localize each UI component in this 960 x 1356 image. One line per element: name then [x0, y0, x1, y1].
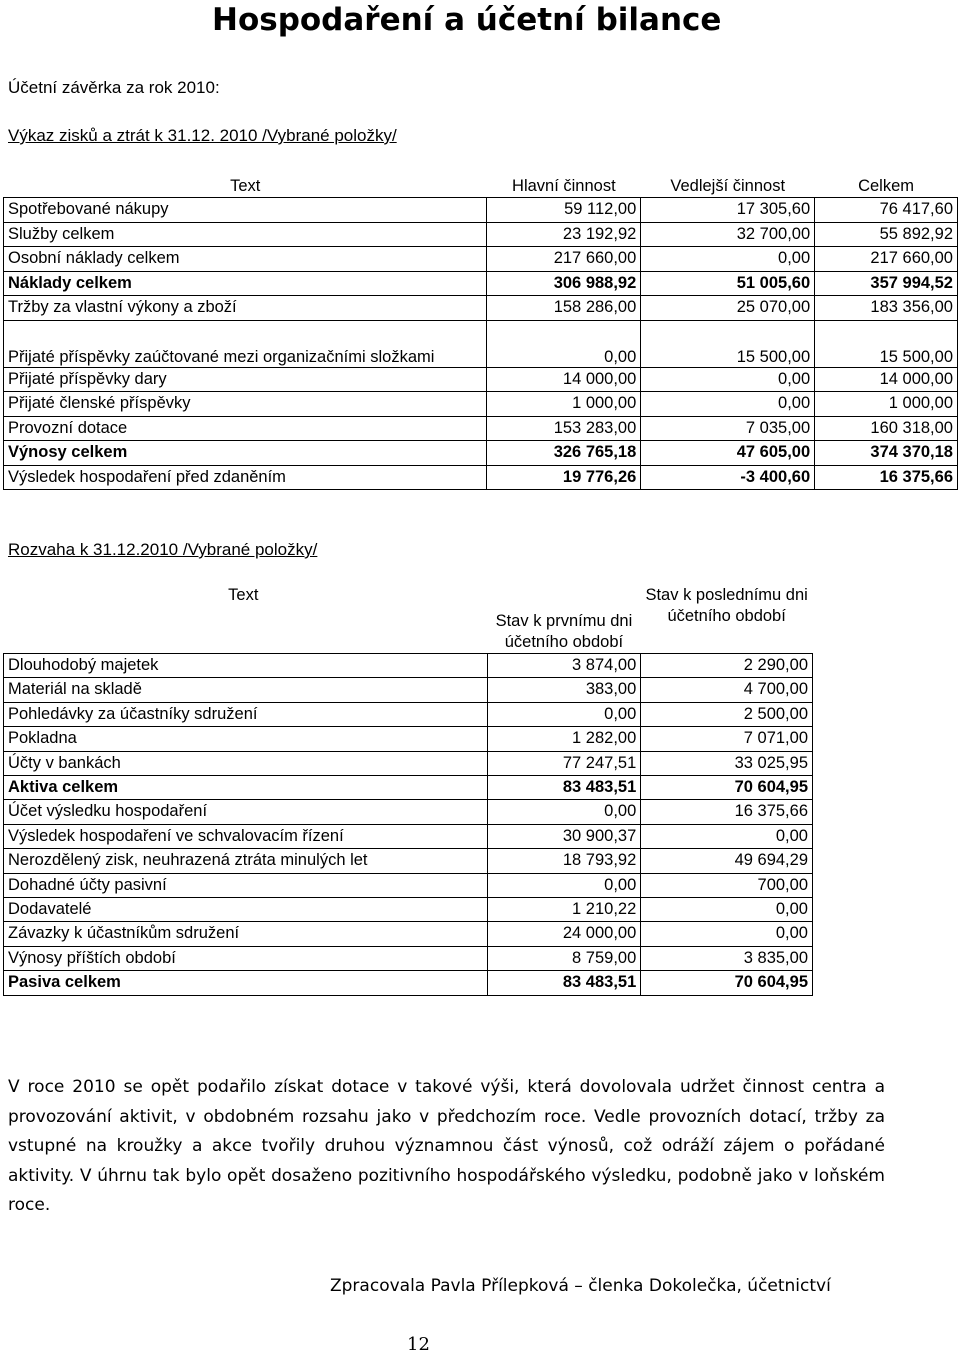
page-title: Hospodaření a účetní bilance [212, 2, 722, 38]
table-row-total-liabilities [4, 971, 813, 995]
summary-paragraph: V roce 2010 se opět podařilo získat dotace v takové výši, která dovolovala udržet činnost centra a provozování aktivit, v obdobném rozsahu jako v předchozím roce. Vedle provozních dotací, tržby za vstupné na kroužky a akce tvořily druhou významnou část výnosů, což odráží zájem o pořádané aktivity. V úhrnu tak bylo opět dosaženo pozitivního hospodářského výsledku, podobně jako v loňském roce. [8, 1077, 885, 1215]
row-label: Provozní dotace [4, 416, 487, 441]
cell-end: 2 290,00 [641, 654, 813, 678]
table-row [4, 367, 958, 392]
cell-start: 18 793,92 [487, 849, 641, 873]
row-label: Osobní náklady celkem [4, 247, 487, 272]
table-row-result [4, 465, 958, 490]
balance-sheet-table [3, 585, 813, 996]
row-label: Účet výsledku hospodaření [4, 800, 488, 824]
table-row [4, 320, 958, 367]
row-label: Aktiva celkem [4, 776, 488, 800]
cell-main: 326 765,18 [487, 441, 641, 466]
table-row-total-assets [4, 776, 813, 800]
table-row [4, 198, 958, 223]
cell-total: 374 370,18 [815, 441, 958, 466]
cell-side: 47 605,00 [641, 441, 815, 466]
row-label: Výnosy příštích období [4, 946, 488, 970]
row-label: Náklady celkem [4, 271, 487, 296]
row-label: Přijaté příspěvky zaúčtované mezi organizačními složkami [4, 320, 487, 367]
cell-start: 0,00 [487, 702, 641, 726]
row-label: Pasiva celkem [4, 971, 488, 995]
table-row [4, 222, 958, 247]
page-number: 12 [407, 1334, 430, 1355]
cell-total: 55 892,92 [815, 222, 958, 247]
table-row [4, 654, 813, 678]
col-header-end: Stav k poslednímu dni účetního období [645, 586, 808, 625]
table-row [4, 922, 813, 946]
report-subtitle: Účetní závěrka za rok 2010: [8, 78, 220, 97]
row-label: Přijaté příspěvky dary [4, 367, 487, 392]
col-header-main: Hlavní činnost [512, 177, 616, 195]
row-label: Závazky k účastníkům sdružení [4, 922, 488, 946]
col-header-start: Stav k prvnímu dni účetního období [495, 612, 633, 651]
income-statement-table [3, 175, 958, 490]
cell-start: 3 874,00 [487, 654, 641, 678]
cell-main: 23 192,92 [487, 222, 641, 247]
table-header-row [4, 175, 958, 198]
row-label: Pohledávky za účastníky sdružení [4, 702, 488, 726]
table-row-total-costs [4, 271, 958, 296]
cell-total: 183 356,00 [815, 296, 958, 321]
cell-end: 0,00 [641, 898, 813, 922]
table-header-row [4, 585, 813, 654]
col-header-total: Celkem [858, 177, 915, 195]
cell-total: 16 375,66 [815, 465, 958, 490]
cell-total: 15 500,00 [815, 320, 958, 367]
row-label: Nerozdělený zisk, neuhrazená ztráta minulých let [4, 849, 488, 873]
income-statement-heading: Výkaz zisků a ztrát k 31.12. 2010 /Vybrané položky/ [8, 126, 397, 145]
cell-total: 14 000,00 [815, 367, 958, 392]
cell-total: 217 660,00 [815, 247, 958, 272]
table-row-total-revenue [4, 441, 958, 466]
cell-end: 3 835,00 [641, 946, 813, 970]
table-row [4, 873, 813, 897]
row-label: Pokladna [4, 727, 488, 751]
row-label: Materiál na skladě [4, 678, 488, 702]
row-label: Účty v bankách [4, 751, 488, 775]
row-label: Výsledek hospodaření před zdaněním [4, 465, 487, 490]
row-label: Tržby za vlastní výkony a zboží [4, 296, 487, 321]
cell-start: 30 900,37 [487, 824, 641, 848]
cell-start: 8 759,00 [487, 946, 641, 970]
cell-side: 32 700,00 [641, 222, 815, 247]
cell-main: 158 286,00 [487, 296, 641, 321]
cell-start: 0,00 [487, 873, 641, 897]
cell-total: 160 318,00 [815, 416, 958, 441]
cell-end: 7 071,00 [641, 727, 813, 751]
row-label: Dlouhodobý majetek [4, 654, 488, 678]
table-row [4, 946, 813, 970]
cell-start: 77 247,51 [487, 751, 641, 775]
cell-start: 383,00 [487, 678, 641, 702]
cell-side: 0,00 [641, 247, 815, 272]
cell-end: 49 694,29 [641, 849, 813, 873]
table-row [4, 247, 958, 272]
table-row [4, 392, 958, 417]
cell-start: 83 483,51 [487, 776, 641, 800]
cell-start: 1 210,22 [487, 898, 641, 922]
table-row [4, 751, 813, 775]
cell-start: 0,00 [487, 800, 641, 824]
table-row [4, 702, 813, 726]
row-label: Služby celkem [4, 222, 487, 247]
cell-main: 217 660,00 [487, 247, 641, 272]
row-label: Výnosy celkem [4, 441, 487, 466]
col-header-text: Text [228, 586, 259, 604]
row-label: Přijaté členské příspěvky [4, 392, 487, 417]
cell-side: 51 005,60 [641, 271, 815, 296]
table-row [4, 849, 813, 873]
cell-end: 0,00 [641, 824, 813, 848]
cell-end: 2 500,00 [641, 702, 813, 726]
cell-end: 4 700,00 [641, 678, 813, 702]
table-row [4, 678, 813, 702]
table-row [4, 800, 813, 824]
cell-end: 16 375,66 [641, 800, 813, 824]
signature-line: Zpracovala Pavla Přílepková – členka Dokolečka, účetnictví [330, 1276, 831, 1296]
row-label: Spotřebované nákupy [4, 198, 487, 223]
row-label: Výsledek hospodaření ve schvalovacím řízení [4, 824, 488, 848]
cell-main: 19 776,26 [487, 465, 641, 490]
table-row [4, 824, 813, 848]
col-header-side: Vedlejší činnost [670, 177, 786, 195]
cell-main: 306 988,92 [487, 271, 641, 296]
cell-side: 17 305,60 [641, 198, 815, 223]
table-row [4, 296, 958, 321]
cell-total: 76 417,60 [815, 198, 958, 223]
cell-side: 0,00 [641, 392, 815, 417]
col-header-text: Text [230, 177, 261, 195]
table-row [4, 727, 813, 751]
cell-side: -3 400,60 [641, 465, 815, 490]
cell-side: 25 070,00 [641, 296, 815, 321]
cell-main: 1 000,00 [487, 392, 641, 417]
cell-total: 357 994,52 [815, 271, 958, 296]
cell-total: 1 000,00 [815, 392, 958, 417]
cell-start: 24 000,00 [487, 922, 641, 946]
cell-end: 0,00 [641, 922, 813, 946]
cell-end: 70 604,95 [641, 971, 813, 995]
cell-end: 33 025,95 [641, 751, 813, 775]
cell-side: 0,00 [641, 367, 815, 392]
table-row [4, 898, 813, 922]
cell-main: 59 112,00 [487, 198, 641, 223]
cell-main: 153 283,00 [487, 416, 641, 441]
balance-sheet-heading: Rozvaha k 31.12.2010 /Vybrané položky/ [8, 540, 318, 559]
row-label: Dohadné účty pasivní [4, 873, 488, 897]
cell-end: 700,00 [641, 873, 813, 897]
row-label: Dodavatelé [4, 898, 488, 922]
cell-start: 83 483,51 [487, 971, 641, 995]
cell-main: 14 000,00 [487, 367, 641, 392]
cell-side: 15 500,00 [641, 320, 815, 367]
cell-side: 7 035,00 [641, 416, 815, 441]
cell-main: 0,00 [487, 320, 641, 367]
table-row [4, 416, 958, 441]
cell-end: 70 604,95 [641, 776, 813, 800]
cell-start: 1 282,00 [487, 727, 641, 751]
